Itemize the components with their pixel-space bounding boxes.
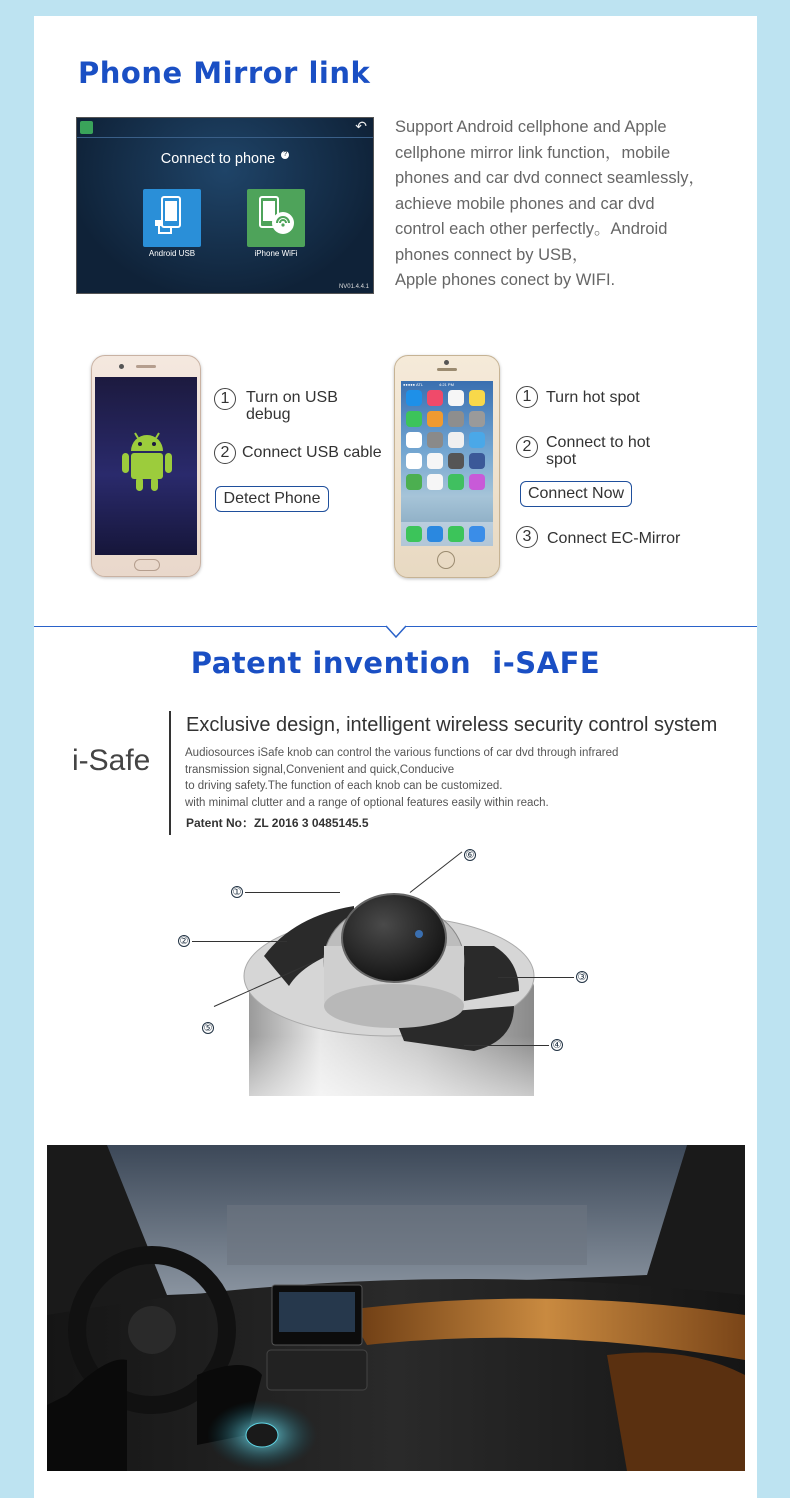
callout-line: [192, 941, 287, 942]
callout-line: [464, 1045, 549, 1046]
camera: [444, 360, 449, 365]
iphone-step-2: [516, 436, 538, 458]
patent-line: [186, 814, 369, 831]
reminders-icon[interactable]: [448, 390, 464, 406]
isafe-title: Patent invention i-SAFE: [190, 646, 601, 680]
back-icon[interactable]: ↶: [355, 118, 367, 134]
description-line: phones connect by USB，: [395, 245, 589, 264]
step-text: debug: [246, 406, 291, 423]
callout-1: ①: [232, 886, 242, 898]
step-number: 2: [516, 436, 538, 458]
mail-icon[interactable]: [469, 526, 485, 542]
android-phone: [91, 355, 201, 577]
messages-icon[interactable]: [448, 526, 464, 542]
settings-icon[interactable]: [469, 411, 485, 427]
car-interior-photo: [47, 1145, 745, 1471]
app-store-icon[interactable]: [406, 390, 422, 406]
home-button: [134, 559, 160, 571]
photo-app-icon[interactable]: [427, 474, 443, 490]
phone-icon[interactable]: [406, 526, 422, 542]
description-line: Apple phones conect by WIFI.: [395, 271, 616, 289]
step-text: spot: [546, 451, 577, 468]
camera: [119, 364, 124, 369]
mirror-title: Phone Mirror link: [78, 56, 371, 90]
carrier: ●●●●● ATL: [403, 382, 424, 387]
isafe-headline: Exclusive design, intelligent wireless security control system: [186, 714, 718, 736]
android-step-2: [214, 442, 236, 464]
description-line: phones and car dvd connect seamlessly，: [395, 169, 706, 187]
status-divider: [77, 137, 373, 138]
step-number: 1: [214, 388, 236, 410]
version-label: NV01.4.4.1: [338, 284, 369, 290]
body-line: transmission signal,Convenient and quick,Conducive: [185, 763, 455, 776]
body-line: with minimal clutter and a range of optional features easily within reach.: [185, 796, 549, 809]
camera-app-icon[interactable]: [448, 453, 464, 469]
callout-5: ⑤: [203, 1022, 213, 1034]
iphone-step-1: [516, 386, 538, 408]
photos-icon[interactable]: [427, 453, 443, 469]
head-unit-screen: [76, 117, 374, 294]
app-icon: [80, 121, 93, 134]
chevron-down-icon: [385, 625, 407, 639]
compass-icon[interactable]: [448, 411, 464, 427]
game-icon[interactable]: [406, 474, 422, 490]
calculator-icon[interactable]: [427, 411, 443, 427]
iphone-step-1-text: Turn hot spot: [546, 389, 640, 406]
music-icon[interactable]: [427, 390, 443, 406]
isafe-logo: i-Safe: [72, 744, 151, 777]
connect-now-button[interactable]: Connect Now: [520, 481, 632, 507]
home-button: [437, 551, 455, 569]
body-line: to driving safety.The function of each knob can be customized.: [185, 780, 503, 792]
callout-2: ②: [179, 935, 189, 947]
android-usb-tile[interactable]: [143, 189, 201, 247]
step-number: 1: [516, 386, 538, 408]
dock: [401, 522, 493, 546]
iphone-wifi-label: iPhone WiFi: [254, 249, 298, 258]
content-panel: [34, 16, 757, 1498]
iphone: [394, 355, 500, 578]
iphone-step-3-text: Connect EC-Mirror: [547, 530, 681, 547]
iphone-step-3: [516, 526, 538, 548]
clock: 4:21 PM: [439, 382, 454, 387]
phone-usb-icon: [143, 189, 201, 247]
android-step-1: [214, 388, 236, 410]
isafe-knob-image: [234, 866, 564, 1146]
patent-label: Patent No：: [186, 816, 255, 830]
patent-number: ZL 2016 3 0485145.5: [254, 816, 369, 830]
phone-wifi-icon: [247, 189, 305, 247]
contacts-icon[interactable]: [427, 432, 443, 448]
description-line: control each other perfectly。Android: [395, 220, 668, 238]
facebook-icon[interactable]: [469, 453, 485, 469]
screen-heading: [77, 151, 373, 167]
safari-icon[interactable]: [427, 526, 443, 542]
notes-icon[interactable]: [469, 390, 485, 406]
android-robot-icon: [119, 427, 175, 493]
iphone-step-2-text: [546, 434, 650, 468]
speaker: [136, 365, 156, 368]
help-icon[interactable]: ?: [281, 151, 289, 159]
iphone-screen: [401, 381, 493, 546]
callout-4: ④: [552, 1039, 562, 1051]
step-text: Connect to hot: [546, 434, 651, 451]
detect-phone-button[interactable]: Detect Phone: [215, 486, 329, 512]
step-number: 3: [516, 526, 538, 548]
android-step-1-text: [246, 389, 338, 423]
callout-6: ⑥: [465, 849, 475, 861]
body-line: Audiosources iSafe knob can control the various functions of car dvd through infrared: [185, 747, 619, 759]
android-step-2-text: Connect USB cable: [242, 444, 382, 461]
calendar-icon[interactable]: [406, 453, 422, 469]
android-usb-label: Android USB: [148, 249, 196, 258]
logo-divider: [169, 711, 171, 835]
mirror-description: [395, 115, 735, 294]
iphone-wifi-tile[interactable]: [247, 189, 305, 247]
messages-app-icon[interactable]: [448, 474, 464, 490]
speaker: [437, 368, 457, 371]
screen-heading-text: Connect to phone: [160, 151, 276, 167]
isafe-body: [185, 745, 725, 811]
maps-icon[interactable]: [448, 432, 464, 448]
callout-line: [245, 892, 340, 893]
clock-icon[interactable]: [406, 432, 422, 448]
description-line: achieve mobile phones and car dvd: [395, 194, 655, 213]
weather-icon[interactable]: [469, 432, 485, 448]
app-grid: [406, 390, 490, 490]
step-text: Turn on USB: [246, 389, 338, 406]
description-line: cellphone mirror link function，mobile: [395, 143, 671, 162]
callout-line: [498, 977, 574, 978]
facetime-icon[interactable]: [406, 411, 422, 427]
description-line: Support Android cellphone and Apple: [395, 118, 667, 136]
android-screen: [95, 377, 197, 555]
itunes-icon[interactable]: [469, 474, 485, 490]
callout-3: ③: [577, 971, 587, 983]
step-number: 2: [214, 442, 236, 464]
